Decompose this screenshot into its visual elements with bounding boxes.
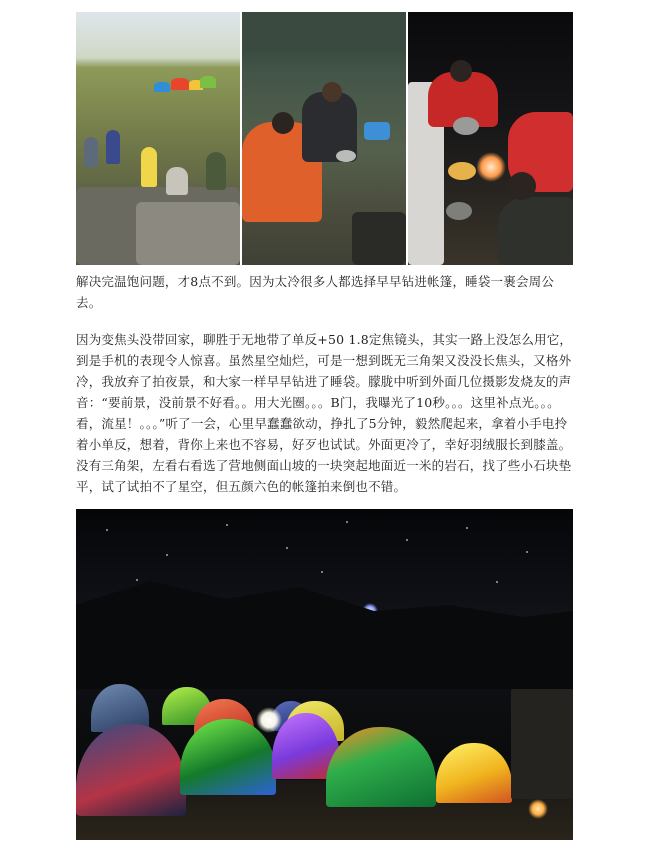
caption-1: 解决完温饱问题，才8点不到。因为太冷很多人都选择早早钻进帐篷，睡袋一裹会周公去。 xyxy=(76,274,555,310)
body-paragraph: 因为变焦头没带回家，聊胜于无地带了单反+50 1.8定焦镜头，其实一路上没怎么用它，到是手机的表现令人惊喜。虽然星空灿烂，可是一想到既无三角架又没没长焦头，又格外冷，我放弃了拍夜景，和大家一样早早钻进了睡袋。朦胧中听到外面几位摄影发烧友的声音：“要前景，没前景不好看。。用大光圈。。。B门，我曝光了10秒。。。这里补点光。。。看，流星！。。。”听了一会，心里早蠢蠢欲动，挣扎了5分钟，毅然爬起来，拿着小手电拎着小单反，想着，背你上来也不容易，好歹也试试。外面更冷了，幸好羽绒服长到膝盖。没有三角架，左看右看选了营地侧面山坡的一块突起地面近一米的岩石，找了些小石块垫平，试了试拍不了星空，但五颜六色的帐篷拍来倒也不错。 xyxy=(76,332,573,494)
starry-night-tents-photo xyxy=(76,509,573,840)
campsite-hillside-photo xyxy=(76,12,240,265)
night-cooking-photo xyxy=(408,12,573,265)
cooking-group-photo xyxy=(242,12,406,265)
photo-collage xyxy=(76,12,573,265)
